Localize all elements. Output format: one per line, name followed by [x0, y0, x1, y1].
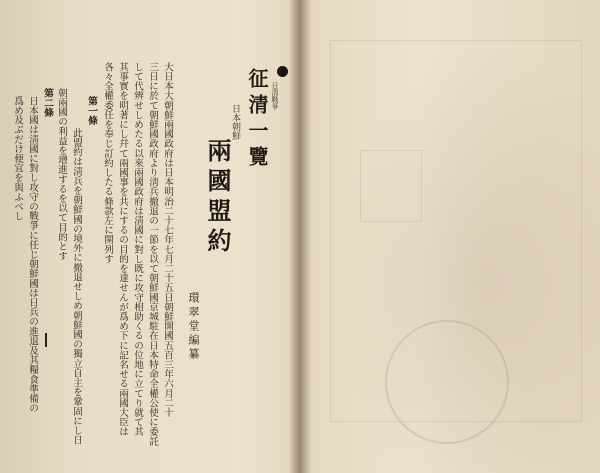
bullet-dot — [277, 66, 288, 77]
series-label: 日清戰爭 — [271, 82, 279, 110]
paragraph-line: 朝兩國の利益を增進するを以て目的とす — [56, 88, 67, 261]
paragraph-line: 日本國は淸國に對し攻守の戰爭に任じ朝鮮國は日兵の進退及其糧食準備の — [27, 96, 38, 413]
paragraph-line: 三日に於て朝鮮國政府より淸兵撤退の一節を以て朝鮮國京城駐在日本特命全權公使に委託 — [147, 62, 158, 446]
article-heading: 第一條 — [86, 96, 97, 126]
paragraph-line: 各々全權委任を奉じ訂約したる條款左に開列す — [102, 62, 113, 264]
series-title: 征清一覽 — [245, 68, 269, 172]
margin-mark — [45, 333, 47, 347]
paragraph-line: して代辨せしめたる以來兩國政府は淸國に對し既に攻守相助くるの位地に立てり就て其 — [132, 62, 143, 437]
bleed-through-box — [360, 150, 422, 222]
paragraph-line: 其事實を明著にし幷て兩國事を共にするの目的を達せんが爲め下に記名せる兩國大臣は — [117, 62, 128, 437]
treaty-title: 兩國盟約 — [203, 138, 232, 258]
paragraph-line: 大日本大朝鮮兩國政府は日本明治二十七年七月二十五日朝鮮開國五百三年六月二十 — [162, 62, 173, 418]
paragraph-line: 此盟約は淸兵を朝鮮國の境外に撤退せしめ朝鮮國の獨立自主を鞏固にし日 — [71, 128, 82, 445]
author-name: 環翠堂編纂 — [187, 292, 200, 362]
paragraph-line: 爲め及ぶだけ便宜を與ふべし — [12, 96, 23, 221]
article-heading: 第二條 — [42, 88, 53, 118]
book-gutter — [289, 0, 311, 473]
treaty-subtitle: 日本朝鮮 — [230, 104, 240, 140]
bleed-through-frame — [330, 40, 582, 422]
